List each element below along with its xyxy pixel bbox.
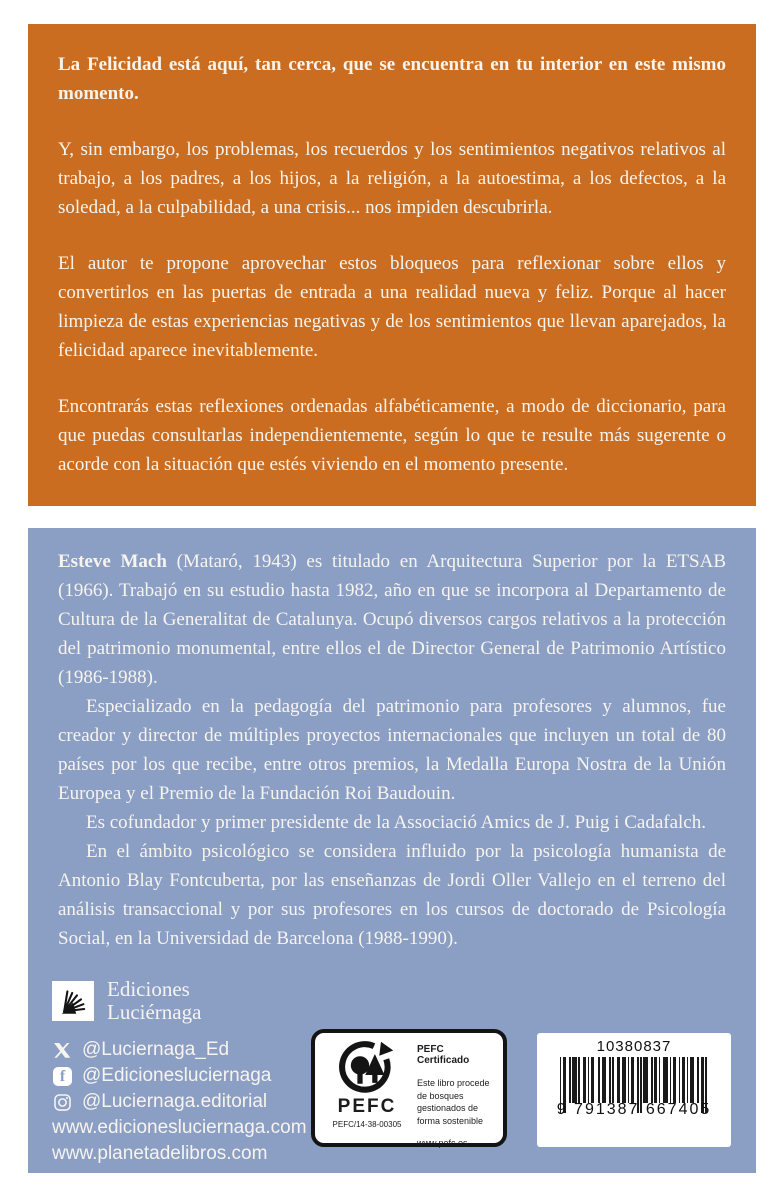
social-row-facebook	[52, 1063, 307, 1089]
luciernaga-logo-icon	[52, 981, 94, 1021]
publisher-website: www.edicionesluciernaga.com	[52, 1117, 307, 1138]
planetadelibros-website: www.planetadelibros.com	[52, 1143, 268, 1164]
pefc-certificate	[311, 1029, 507, 1147]
publisher-name-line1: Ediciones	[107, 977, 190, 1001]
instagram-handle: @Luciernaga.editorial	[82, 1091, 268, 1112]
instagram-icon	[52, 1092, 73, 1113]
pefc-wordmark: PEFC	[337, 1096, 397, 1117]
social-row-twitter	[52, 1037, 307, 1063]
social-links-list	[52, 1037, 307, 1167]
pefc-title: PEFC Certificado	[417, 1044, 470, 1066]
facebook-icon: f	[52, 1066, 73, 1087]
synopsis-paragraph-2: Y, sin embargo, los problemas, los recuerdos y los sentimientos negativos relativos al trabajo, a los padres, a los hijos, a la religión, a la autoestima, a los defectos, a la soledad, a la culpabilidad, a una crisis... nos impiden descubrirla.	[58, 139, 726, 218]
synopsis-paragraph-3: El autor te propone aprovechar estos bloqueos para reflexionar sobre ellos y convertirlos en las puertas de entrada a una realidad nueva y feliz. Porque al hacer limpieza de estas experiencias negativas y de los sentimientos que llevan aparejados, la felicidad aparece inevitablemente.	[58, 253, 726, 361]
x-twitter-icon	[52, 1040, 73, 1061]
pefc-cert-code: PEFC/14-38-00305	[332, 1120, 402, 1129]
author-bio	[58, 547, 726, 953]
website-row-1	[52, 1115, 307, 1141]
barcode-top-number: 10380837	[596, 1038, 672, 1055]
bio-paragraph-1	[58, 547, 726, 692]
facebook-handle: @Edicionesluciernaga	[82, 1065, 272, 1086]
twitter-handle: @Luciernaga_Ed	[82, 1039, 230, 1060]
synopsis-panel	[28, 24, 756, 506]
pefc-logo-icon	[338, 1040, 396, 1096]
pefc-logo-column	[325, 1040, 409, 1137]
author-panel	[28, 528, 756, 1173]
synopsis-lead-paragraph: La Felicidad está aquí, tan cerca, que se encuentra en tu interior en este mismo momento.	[58, 54, 726, 104]
social-row-instagram	[52, 1089, 307, 1115]
website-row-2	[52, 1141, 307, 1167]
barcode-isbn-digits: 9 791387 667405	[556, 1101, 712, 1118]
pefc-website: www.pefc.es	[417, 1138, 468, 1148]
pefc-text-column	[417, 1040, 495, 1148]
synopsis-paragraph-4: Encontrarás estas reflexiones ordenadas alfabéticamente, a modo de diccionario, para que puedas consultarlas independientemente, según lo que te resulte más sugerente o acorde con la situación que estés viviendo en el momento presente.	[58, 396, 726, 475]
bio-paragraph-1-text: (Mataró, 1943) es titulado en Arquitectura Superior por la ETSAB (1966). Trabajó en su estudio hasta 1982, año en que se incorpora al Departamento de Cultura de la Generalitat de Catalunya. Ocupó diversos cargos relativos a la protección del patrimonio monumental, entre ellos el de Director General de Patrimonio Artístico (1986-1988).	[58, 551, 726, 688]
publisher-logo-row	[52, 978, 307, 1024]
publisher-block	[52, 978, 307, 1167]
barcode	[537, 1033, 731, 1147]
bio-paragraph-4: En el ámbito psicológico se considera influido por la psicología humanista de Antonio Blay Fontcuberta, por las enseñanzas de Jordi Oller Vallejo en el terreno del análisis transaccional y por sus profesores en los cursos de doctorado de Psicología Social, en la Universidad de Barcelona (1988-1990).	[58, 841, 726, 949]
bio-paragraph-2: Especializado en la pedagogía del patrimonio para profesores y alumnos, fue creador y director de múltiples proyectos internacionales que incluyen un total de 80 países por los que recibe, entre otros premios, la Medalla Europa Nostra de la Unión Europea y el Premio de la Fundación Roi Baudouin.	[58, 696, 726, 804]
publisher-name-line2: Luciérnaga	[107, 1000, 202, 1024]
publisher-name	[107, 978, 201, 1024]
pefc-description: Este libro procede de bosques gestionados de forma sostenible	[417, 1078, 490, 1126]
bio-paragraph-3: Es cofundador y primer presidente de la Associació Amics de J. Puig i Cadafalch.	[86, 812, 706, 833]
author-name: Esteve Mach	[58, 551, 167, 572]
